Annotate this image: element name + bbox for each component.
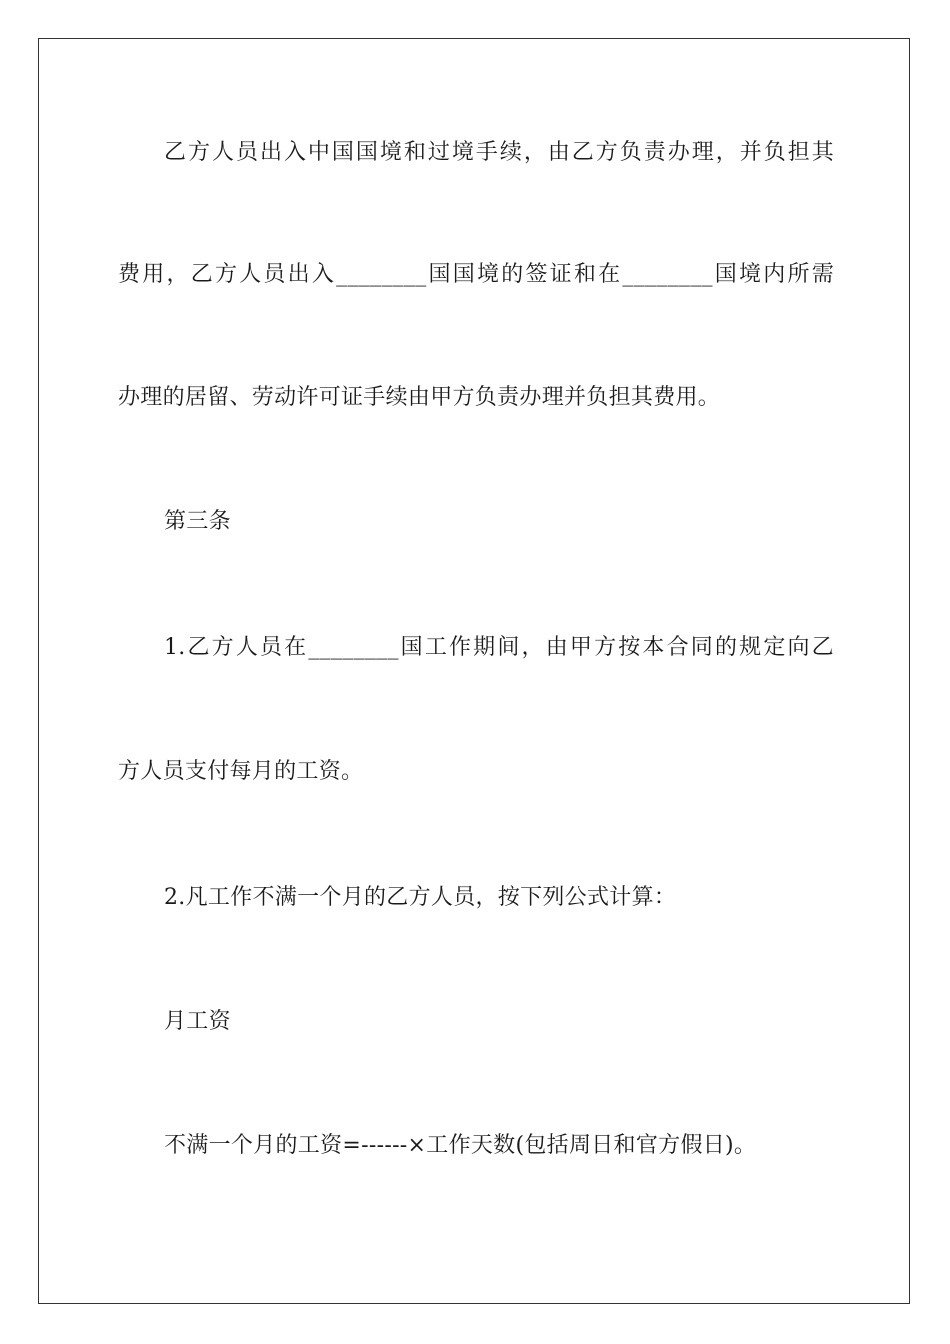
clause-1-line-1: 1.乙方人员在________国工作期间，由甲方按本合同的规定向乙 [164,635,834,660]
paragraph-line-3: 办理的居留、劳动许可证手续由甲方负责办理并负担其费用。 [118,385,721,410]
formula-line: 不满一个月的工资=------×工作天数(包括周日和官方假日)。 [164,1133,757,1158]
paragraph-line-2: 费用，乙方人员出入________国国境的签证和在________国境内所需 [118,262,834,287]
clause-1-line-2: 方人员支付每月的工资。 [118,759,364,784]
clause-2-line: 2.凡工作不满一个月的乙方人员，按下列公式计算： [164,885,677,910]
formula-numerator: 月工资 [164,1009,231,1034]
article-heading: 第三条 [164,509,231,534]
paragraph-line-1: 乙方人员出入中国国境和过境手续，由乙方负责办理，并负担其 [164,140,834,165]
page-border [38,38,910,1304]
